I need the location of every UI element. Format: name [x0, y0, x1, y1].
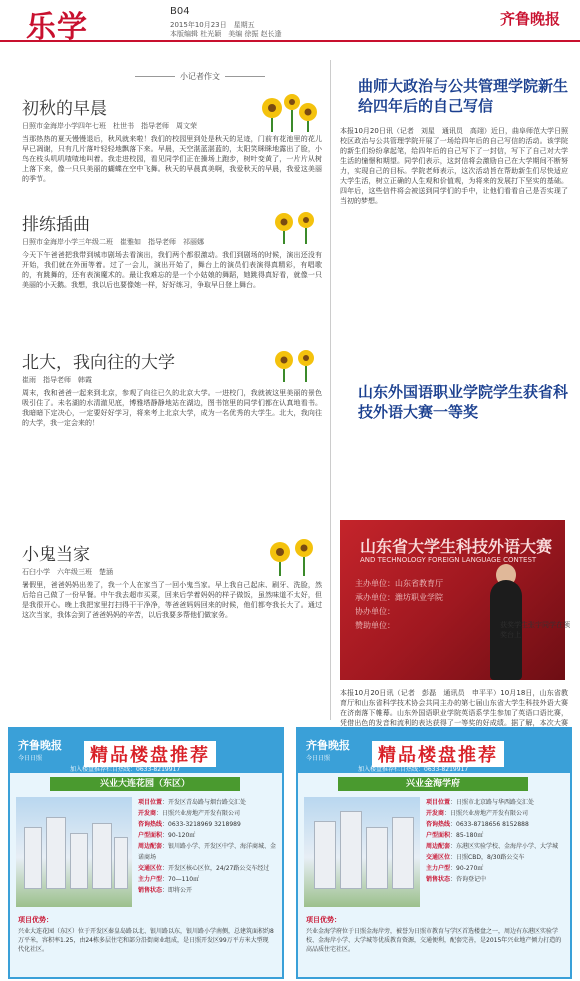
article-body-2: 今天下午爸爸把我带到城市剧场去看演出，我们两个都很激动。我们到剧场的时候，演出还没有开始，我们就在外面等着。过了一会儿，演出开始了，舞台上的演员们表演得真精彩，有唱歌的，有跳舞的，还有表演魔术的。最让我难忘的是一个小姑娘的舞蹈，她跳得真好看，就像一只美丽的小天鹅。我想，我以后也要像她一样，好好练习，争取早日登上舞台。 [22, 251, 322, 289]
photo-line: 协办单位： [355, 607, 395, 616]
info-row: 周边配套：东港区实验学校、金海岸小学、大学城 [426, 843, 559, 850]
ad-sub: 今日日照 [18, 755, 43, 762]
photo-banner-en: AND TECHNOLOGY FOREIGN LANGUAGE CONTEST [360, 556, 537, 564]
info-row: 交通区位：开发区核心区位，24/27路公交车经过 [138, 865, 270, 872]
ad-sub: 今日日照 [306, 755, 331, 762]
article-title-2: 排练插曲 [22, 215, 90, 235]
article-body-4: 暑假里，爸爸妈妈出差了，我一个人在家当了一回小鬼当家。早上我自己起床、刷牙、洗脸，然后给自己做了一份早餐。中午我去超市买菜，回来后学着妈妈的样子做饭，虽然味道不太好，但是我很开心。晚上我把家里打扫得干干净净，等爸爸妈妈回来的时候，他们都夸我长大了。通过这次当家，我体会到了爸爸妈妈的辛苦，以后我要多帮他们做家务。 [22, 581, 322, 619]
sunflower-icon [258, 92, 320, 132]
info-row: 开发商：日照兴业房地产开发有限公司 [426, 810, 529, 817]
info-row: 开发商：日照兴业房地产开发有限公司 [138, 810, 241, 817]
ad-intro: 兴业金海学府位于日照金海岸旁，被誉为日照市教育与学区首选楼盘之一，周边有东港区实验学校、金海岸小学、大学城等优质教育资源，交通便利，配套完善，是2015年兴业地产倾力打造的高品质住宅社区。 [306, 928, 562, 953]
article-byline-3: 崔雨 指导老师 韩霞 [22, 376, 92, 384]
info-row: 主力户型：70—110㎡ [138, 876, 200, 883]
info-row: 项目位置：日照市北京路与华西路交汇处 [426, 799, 535, 806]
ad-title: 精品楼盘推荐 [372, 741, 504, 767]
sunflower-icon [270, 346, 320, 382]
info-row: 销售状态：即将公开 [138, 887, 193, 894]
ad-info [138, 797, 278, 896]
info-row: 咨询热线：0633-3218969 3218989 [138, 821, 241, 828]
photo-line: 赞助单位： [355, 621, 395, 630]
info-row: 户型面积：85-180㎡ [426, 832, 484, 839]
ad-title: 精品楼盘推荐 [84, 741, 216, 767]
ad-intro-title: 项目优势： [18, 916, 53, 924]
article-body-1: 当那热热的夏天慢慢退后，秋风就来啦！我们的校园里到处是秋天的足迹，门前有花池里的花儿早已凋谢，只有几片落叶轻轻地飘落下来。早晨，天空湛蓝湛蓝的，太阳笑眯眯地露出了脸，小鸟在枝头叽叽喳喳地叫着。我走进校园，看见同学们正在操场上跑步，树叶变黄了，一片片从树上落下来，像一只只美丽的蝴蝶在空中飞舞。秋天的早晨真美啊，我爱秋天的早晨，我爱这美丽的季节。 [22, 135, 322, 183]
ad-intro-title: 项目优势： [306, 916, 341, 924]
editors-line: 本版编辑 杜光颖 美编 徐振 赵长逢 [170, 30, 282, 38]
photo-caption: 获奖学生张宇同学在领奖台上 [500, 621, 570, 639]
article-title-4: 小鬼当家 [22, 545, 90, 565]
sunflower-icon [266, 536, 322, 576]
info-row: 户型面积：90-120㎡ [138, 832, 196, 839]
award-photo [340, 520, 565, 680]
ad-hotline: 加入楼盘推荐栏目热线：0633-8219917 [358, 766, 469, 773]
info-row: 销售状态：咨询登记中 [426, 876, 487, 883]
photo-line: 主办单位：山东省教育厅 [355, 579, 443, 588]
article-title-1: 初秋的早晨 [22, 99, 107, 119]
info-row: 交通区位：日照CBD，8/30路公交车 [426, 854, 525, 861]
article-title-3: 北大，我向往的大学 [22, 353, 175, 373]
page-number: B04 [170, 6, 190, 17]
issue-date: 2015年10月23日 星期五 [170, 21, 255, 29]
ad-intro: 兴业大连花园（东区）位于开发区秦皇岛路以北、银川路以东，银川路小学南侧，总建筑面积约8万平米，容积率1.25，由24栋多层住宅和部分沿街商业组成，是日照开发区99万平方米大型现代化社区。 [18, 928, 274, 953]
property-ad-2[interactable] [296, 727, 572, 979]
story-title-2: 山东外国语职业学院学生获省科技外语大赛一等奖 [358, 383, 569, 421]
story-title-1: 曲师大政治与公共管理学院新生给四年后的自己写信 [358, 77, 569, 115]
photo-banner: 山东省大学生科技外语大赛 [360, 537, 553, 556]
info-row: 周边配套：银川路小学、开发区中学、海洋商城、金诺商场 [138, 843, 277, 861]
ad-logo: 齐鲁晚报 [18, 739, 62, 752]
section-logo: 乐学 [26, 10, 88, 45]
info-row: 项目位置：开发区青岛路与烟台路交汇处 [138, 799, 247, 806]
ad-info [426, 797, 566, 885]
masthead [0, 0, 580, 45]
story-body-1: 本报10月20日讯（记者 刘星 通讯员 高翊）近日，曲阜师范大学日照校区政治与公共管理学院开展了一场给四年后的自己写信的活动。该学院的新生们纷纷拿起笔，给四年后的自己写下了一封信，写下了自己对大学生活的憧憬和期望。同学们表示，这封信将会激励自己在大学期间不断努力，实现自己的目标。学院老师表示，这次活动旨在帮助新生们尽快适应大学生活，树立正确的人生观和价值观，为将来的发展打下坚实的基础。四年后，这些信件将会被送到同学们的手中，让他们看看自己是否实现了当初的梦想。 [340, 127, 568, 205]
ad-project-name: 兴业金海学府 [338, 777, 528, 791]
property-ad-1[interactable] [8, 727, 284, 979]
article-byline-1: 日照市金海岸小学四年七班 杜世书 指导老师 周文荣 [22, 122, 197, 130]
newspaper-brand: 齐鲁晚报 [499, 10, 560, 28]
info-row: 咨询热线：0633-8718656 8152888 [426, 821, 529, 828]
building-rendering [304, 797, 420, 907]
sunflower-icon [270, 208, 320, 244]
building-rendering [16, 797, 132, 907]
story-body-2: 本报10月20日讯（记者 彭磊 通讯员 申平平）10月18日，山东省教育厅和山东省科学技术协会共同主办的第七届山东省大学生科技外语大赛在济南落下帷幕。山东外国语职业学院英语系学生参加了英语口语比赛，凭借出色的发音和流利的表达获得了一等奖的好成绩。据了解，本次大赛 [340, 689, 568, 727]
article-byline-2: 日照市金海岸小学三年级二班 崔雅如 指导老师 祁丽娜 [22, 238, 204, 246]
ad-logo: 齐鲁晚报 [306, 739, 350, 752]
ad-hotline: 加入楼盘推荐栏目热线：0633-8219917 [70, 766, 181, 773]
photo-line: 承办单位：潍坊职业学院 [355, 593, 443, 602]
article-byline-4: 石臼小学 六年级三班 楚涵 [22, 568, 113, 576]
column-divider [330, 60, 331, 720]
section-label: 小记者作文 [130, 71, 270, 82]
article-body-3: 周末，我和爸爸一起来到北京，参观了向往已久的北京大学。一进校门，我就被这里美丽的景色吸引住了。未名湖的水清澈见底，博雅塔静静地站在湖边，图书馆里的同学们都在认真地看书。我暗暗下定决心，一定要好好学习，将来考上北京大学，成为一名优秀的大学生。北大，我向往的大学，我一定会来的！ [22, 389, 322, 427]
info-row: 主力户型：90-270㎡ [426, 865, 484, 872]
ad-project-name: 兴业大连花园（东区） [50, 777, 240, 791]
